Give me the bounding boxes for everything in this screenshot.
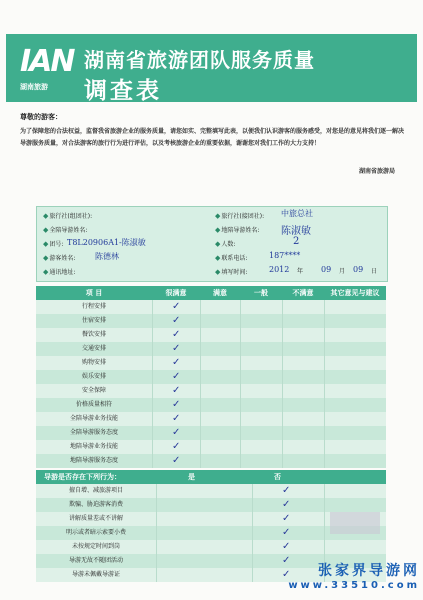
redacted-area (330, 512, 380, 534)
table-cell[interactable] (324, 412, 387, 426)
table-cell[interactable] (324, 398, 387, 412)
behavior-cell[interactable] (156, 512, 253, 526)
year-unit: 年 (297, 268, 304, 275)
behavior-label: 欺骗、胁迫游客消费 (68, 501, 123, 508)
check-mark: ✓ (172, 413, 181, 424)
table-cell[interactable] (200, 412, 241, 426)
table-cell[interactable] (282, 356, 325, 370)
row-label: 购物安排 (81, 359, 106, 366)
row-label: 地陪导游业务技能 (69, 443, 118, 450)
table-cell[interactable] (240, 384, 283, 398)
table-row (36, 314, 386, 328)
greeting: 尊敬的游客： (20, 113, 62, 121)
behavior-cell[interactable] (156, 568, 253, 582)
table-row (36, 342, 386, 356)
table-cell[interactable] (324, 384, 387, 398)
table-cell[interactable] (240, 314, 283, 328)
behavior-cell[interactable] (156, 498, 253, 512)
intro-paragraph: 为了保障您的合法权益，监督我省旅游企业的服务质量，请您如实、完整填写此表，以便我们认识游客的服务感受，对您是的意见将我们逐一解决导游服务质量，对合法游客的旅行行为进行评估，以及考核旅游企业的重要依据，谢谢您对我们工作的大力支持！ (20, 128, 405, 147)
info-label: 通讯地址: (49, 269, 76, 276)
table-row (36, 426, 386, 440)
behavior-label: 导游无故不随团活动 (68, 557, 123, 564)
behavior-header (36, 470, 386, 484)
table-cell[interactable] (240, 412, 283, 426)
table-cell[interactable] (324, 440, 387, 454)
table-cell[interactable] (324, 370, 387, 384)
behavior-question: 导游是否存在下列行为： (44, 473, 121, 481)
table-row (36, 412, 386, 426)
row-label: 全陪导游业务技能 (69, 415, 118, 422)
info-label: 游客姓名: (49, 255, 76, 262)
check-mark: ✓ (282, 499, 291, 510)
table-cell[interactable] (200, 356, 241, 370)
table-cell[interactable] (282, 412, 325, 426)
table-cell[interactable] (324, 314, 387, 328)
behavior-cell[interactable] (324, 484, 387, 498)
info-row: ◆团号: T8L20906A1-陈淑敏 ◆人数: 2 (43, 236, 300, 248)
behavior-label: 讲解质量差或不讲解 (68, 515, 123, 522)
check-mark: ✓ (172, 441, 181, 452)
table-cell[interactable] (282, 342, 325, 356)
month-unit: 月 (339, 268, 346, 275)
table-row (36, 356, 386, 370)
table-row (36, 398, 386, 412)
table-cell[interactable] (200, 440, 241, 454)
behavior-row (36, 484, 386, 498)
headcount-value: 2 (293, 236, 300, 247)
row-label: 餐饮安排 (81, 331, 106, 338)
check-mark: ✓ (282, 527, 291, 538)
table-cell[interactable] (200, 314, 241, 328)
header-unsatisfied: 不满意 (292, 289, 314, 297)
info-row: ◆通讯地址: ◆填写时间: 2012 年 09 月 09 日 (37, 265, 387, 279)
group-number-value: T8L20906A1-陈淑敏 (67, 238, 146, 247)
table-cell[interactable] (324, 454, 387, 468)
table-cell[interactable] (240, 300, 283, 314)
check-mark: ✓ (282, 541, 291, 552)
signature: 湖南省旅游局 (358, 168, 395, 175)
table-row (36, 328, 386, 342)
table-row (36, 384, 386, 398)
check-mark: ✓ (172, 343, 181, 354)
table-row (36, 454, 386, 468)
header-comments: 其它意见与建议 (330, 289, 380, 297)
row-label: 住宿安排 (81, 317, 106, 324)
table-cell[interactable] (200, 300, 241, 314)
title-line-2: 调查表 (84, 78, 162, 104)
table-cell[interactable] (324, 300, 387, 314)
table-cell[interactable] (200, 454, 241, 468)
row-label: 地陪导游服务态度 (69, 457, 118, 464)
table-cell[interactable] (324, 342, 387, 356)
header-very-satisfied: 很满意 (165, 289, 187, 297)
behavior-no: 否 (274, 473, 281, 481)
header-banner (6, 34, 417, 102)
info-block (36, 206, 388, 282)
fill-month-value: 09 (321, 265, 332, 274)
table-cell[interactable] (200, 426, 241, 440)
check-mark: ✓ (172, 427, 181, 438)
table-row (36, 370, 386, 384)
info-label: 人数: (221, 241, 236, 248)
row-label: 交通安排 (81, 345, 106, 352)
table-cell[interactable] (200, 384, 241, 398)
table-cell[interactable] (200, 398, 241, 412)
agency-value: 中旅总社 (281, 209, 313, 218)
check-mark: ✓ (172, 371, 181, 382)
table-header (36, 286, 386, 300)
info-label: 旅行社(组团社): (49, 213, 93, 220)
behavior-cell[interactable] (156, 526, 253, 540)
info-label: 全陪导游姓名: (49, 227, 88, 234)
row-label: 行程安排 (81, 303, 106, 310)
table-cell[interactable] (324, 356, 387, 370)
row-label: 全陪导游服务态度 (69, 429, 118, 436)
behavior-cell[interactable] (324, 498, 387, 512)
table-cell[interactable] (200, 370, 241, 384)
site-watermark (270, 560, 420, 591)
table-cell[interactable] (282, 314, 325, 328)
header-satisfied: 满意 (213, 289, 227, 297)
check-mark: ✓ (282, 513, 291, 524)
check-mark: ✓ (172, 357, 181, 368)
behavior-yes: 是 (188, 473, 195, 481)
check-mark: ✓ (172, 455, 181, 466)
row-label: 安全保障 (81, 387, 106, 394)
fill-year-value: 2012 (269, 265, 290, 274)
behavior-label: 擅自增、减旅游项目 (68, 487, 123, 494)
table-cell[interactable] (240, 440, 283, 454)
info-label: 地陪导游姓名: (221, 227, 260, 234)
behavior-row (36, 498, 386, 512)
table-cell[interactable] (240, 426, 283, 440)
behavior-label: 导游未佩戴导游证 (71, 571, 120, 578)
row-label: 价格质量相符 (75, 401, 112, 408)
check-mark: ✓ (172, 301, 181, 312)
watermark-title: 张家界导游网 (318, 563, 420, 579)
table-row (36, 440, 386, 454)
check-mark: ✓ (172, 399, 181, 410)
tourist-name-value: 陈德林 (95, 252, 119, 261)
title-line-1: 湖南省旅游团队服务质量 (84, 48, 315, 72)
row-label: 娱乐安排 (81, 373, 106, 380)
check-mark: ✓ (282, 485, 291, 496)
table-cell[interactable] (324, 426, 387, 440)
header-average: 一般 (254, 289, 268, 297)
behavior-cell[interactable] (156, 540, 253, 554)
guide-name-value: 陈淑敏 (281, 226, 311, 237)
header-item: 项 目 (85, 289, 103, 297)
behavior-row (36, 540, 386, 554)
info-row: ◆游客姓名: 陈德林 ◆联系电话: 187**** (43, 251, 301, 262)
info-label: 联系电话: (221, 255, 248, 262)
table-cell[interactable] (282, 454, 325, 468)
table-cell[interactable] (200, 328, 241, 342)
table-cell[interactable] (240, 398, 283, 412)
table-cell[interactable] (240, 328, 283, 342)
day-unit: 日 (371, 268, 378, 275)
table-cell[interactable] (240, 370, 283, 384)
check-mark: ✓ (282, 555, 291, 566)
table-row (36, 300, 386, 314)
info-label: 旅行社(接团社): (221, 213, 265, 220)
check-mark: ✓ (172, 329, 181, 340)
fill-day-value: 09 (353, 265, 364, 274)
phone-value: 187**** (269, 251, 301, 260)
table-cell[interactable] (324, 328, 387, 342)
table-cell[interactable] (282, 370, 325, 384)
info-row: ◆全陪导游姓名: ◆地陪导游姓名: 陈淑敏 (37, 223, 387, 237)
table-cell[interactable] (282, 440, 325, 454)
table-cell[interactable] (282, 328, 325, 342)
logo: IAN 湖南旅游 (20, 44, 74, 91)
info-label: 团号: (49, 241, 64, 248)
info-row: ◆旅行社(组团社): ◆旅行社(接团社): 中旅总社 (43, 209, 313, 220)
behavior-label: 未按规定时间到岗 (71, 543, 120, 550)
table-cell[interactable] (282, 384, 325, 398)
table-cell[interactable] (282, 398, 325, 412)
table-cell[interactable] (282, 300, 325, 314)
table-cell[interactable] (282, 426, 325, 440)
check-mark: ✓ (172, 385, 181, 396)
behavior-cell[interactable] (156, 554, 253, 568)
table-cell[interactable] (240, 454, 283, 468)
behavior-cell[interactable] (324, 540, 387, 554)
info-label: 填写时间: (221, 269, 248, 276)
table-cell[interactable] (200, 342, 241, 356)
watermark-url: www.33510.com (288, 580, 420, 591)
behavior-label: 明示或者暗示索要小费 (65, 529, 126, 536)
check-mark: ✓ (282, 569, 291, 580)
table-cell[interactable] (240, 356, 283, 370)
check-mark: ✓ (172, 315, 181, 326)
behavior-cell[interactable] (156, 484, 253, 498)
logo-subtitle: 湖南旅游 (20, 83, 48, 91)
table-cell[interactable] (240, 342, 283, 356)
